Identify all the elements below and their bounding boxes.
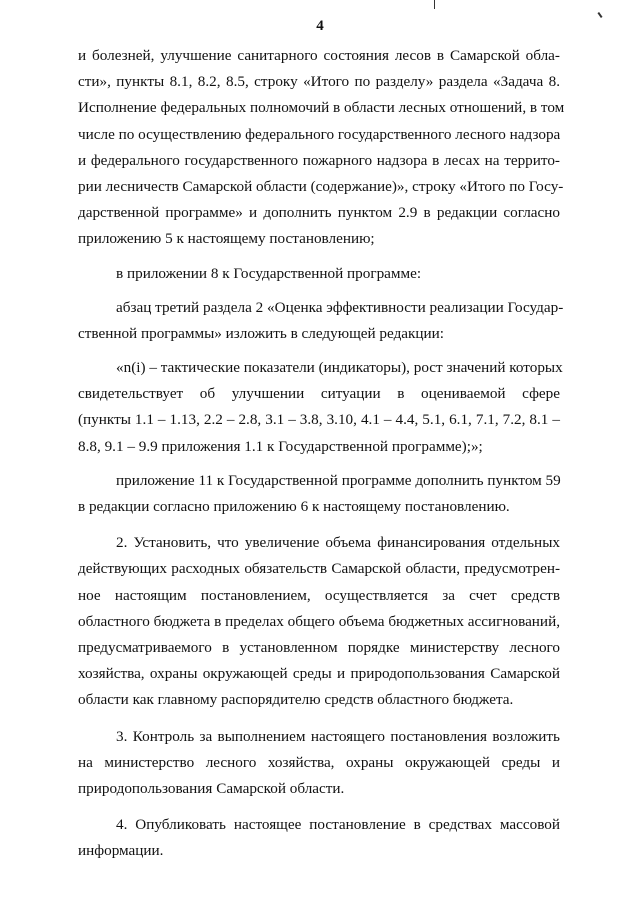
- text-line: и болезней, улучшение санитарного состояния лесов в Самарской обла-: [78, 47, 560, 64]
- page-number: 4: [316, 18, 324, 34]
- text-line: рии лесничеств Самарской области (содержание)», строку «Итого по Госу-: [78, 177, 564, 195]
- text-line: Исполнение федеральных полномочий в области лесных отношений, в том: [78, 99, 565, 117]
- text-line: 2. Установить, что увеличение объема финансирования отдельных: [116, 534, 560, 552]
- text-line: на министерство лесного хозяйства, охраны окружающей среды и: [78, 753, 560, 771]
- document-body: [78, 43, 565, 864]
- text-line: в редакции согласно приложению 6 к настоящему постановлению.: [78, 498, 510, 515]
- text-line: дарственной программе» и дополнить пунктом 2.9 в редакции согласно: [78, 204, 560, 222]
- text-line: абзац третий раздела 2 «Оценка эффективности реализации Государ-: [116, 298, 564, 316]
- text-line: 3. Контроль за выполнением настоящего постановления возложить: [116, 727, 560, 745]
- text-line: ственной программы» изложить в следующей редакции:: [78, 324, 445, 342]
- text-line: информации.: [78, 842, 164, 860]
- scan-artifact-top: [434, 0, 435, 9]
- text-line: приложению 5 к настоящему постановлению;: [78, 230, 375, 248]
- text-line: приложение 11 к Государственной программе дополнить пунктом 59: [116, 471, 561, 489]
- text-line: действующих расходных обязательств Самарской области, предусмотрен-: [78, 560, 560, 578]
- text-line: свидетельствует об улучшении ситуации в оцениваемой сфере: [78, 385, 560, 403]
- text-line: сти», пункты 8.1, 8.2, 8.5, строку «Итого по разделу» раздела «Задача 8.: [78, 73, 560, 91]
- text-line: 4. Опубликовать настоящее постановление в средствах массовой: [116, 816, 560, 834]
- text-line: «n(i) – тактические показатели (индикаторы), рост значений которых: [116, 359, 563, 377]
- text-line: 8.8, 9.1 – 9.9 приложения 1.1 к Государственной программе);»;: [78, 437, 483, 455]
- text-line: и федерального государственного пожарного надзора в лесах на террито-: [78, 151, 560, 169]
- text-line: в приложении 8 к Государственной программе:: [116, 264, 422, 282]
- text-line: числе по осуществлению федерального государственного лесного надзора: [78, 125, 561, 143]
- text-line: областного бюджета в пределах общего объема бюджетных ассигнований,: [78, 612, 560, 630]
- text-line: хозяйства, охраны окружающей среды и природопользования Самарской: [78, 665, 560, 683]
- text-line: области как главному распорядителю средств областного бюджета.: [78, 691, 514, 709]
- text-line: предусматриваемого в установленном порядке министерству лесного: [78, 638, 560, 656]
- text-line: ное настоящим постановлением, осуществляется за счет средств: [78, 586, 560, 604]
- text-line: (пункты 1.1 – 1.13, 2.2 – 2.8, 3.1 – 3.8, 3.10, 4.1 – 4.4, 5.1, 6.1, 7.1, 7.2, 8.1 –: [78, 411, 560, 429]
- text-line: природопользования Самарской области.: [78, 779, 345, 797]
